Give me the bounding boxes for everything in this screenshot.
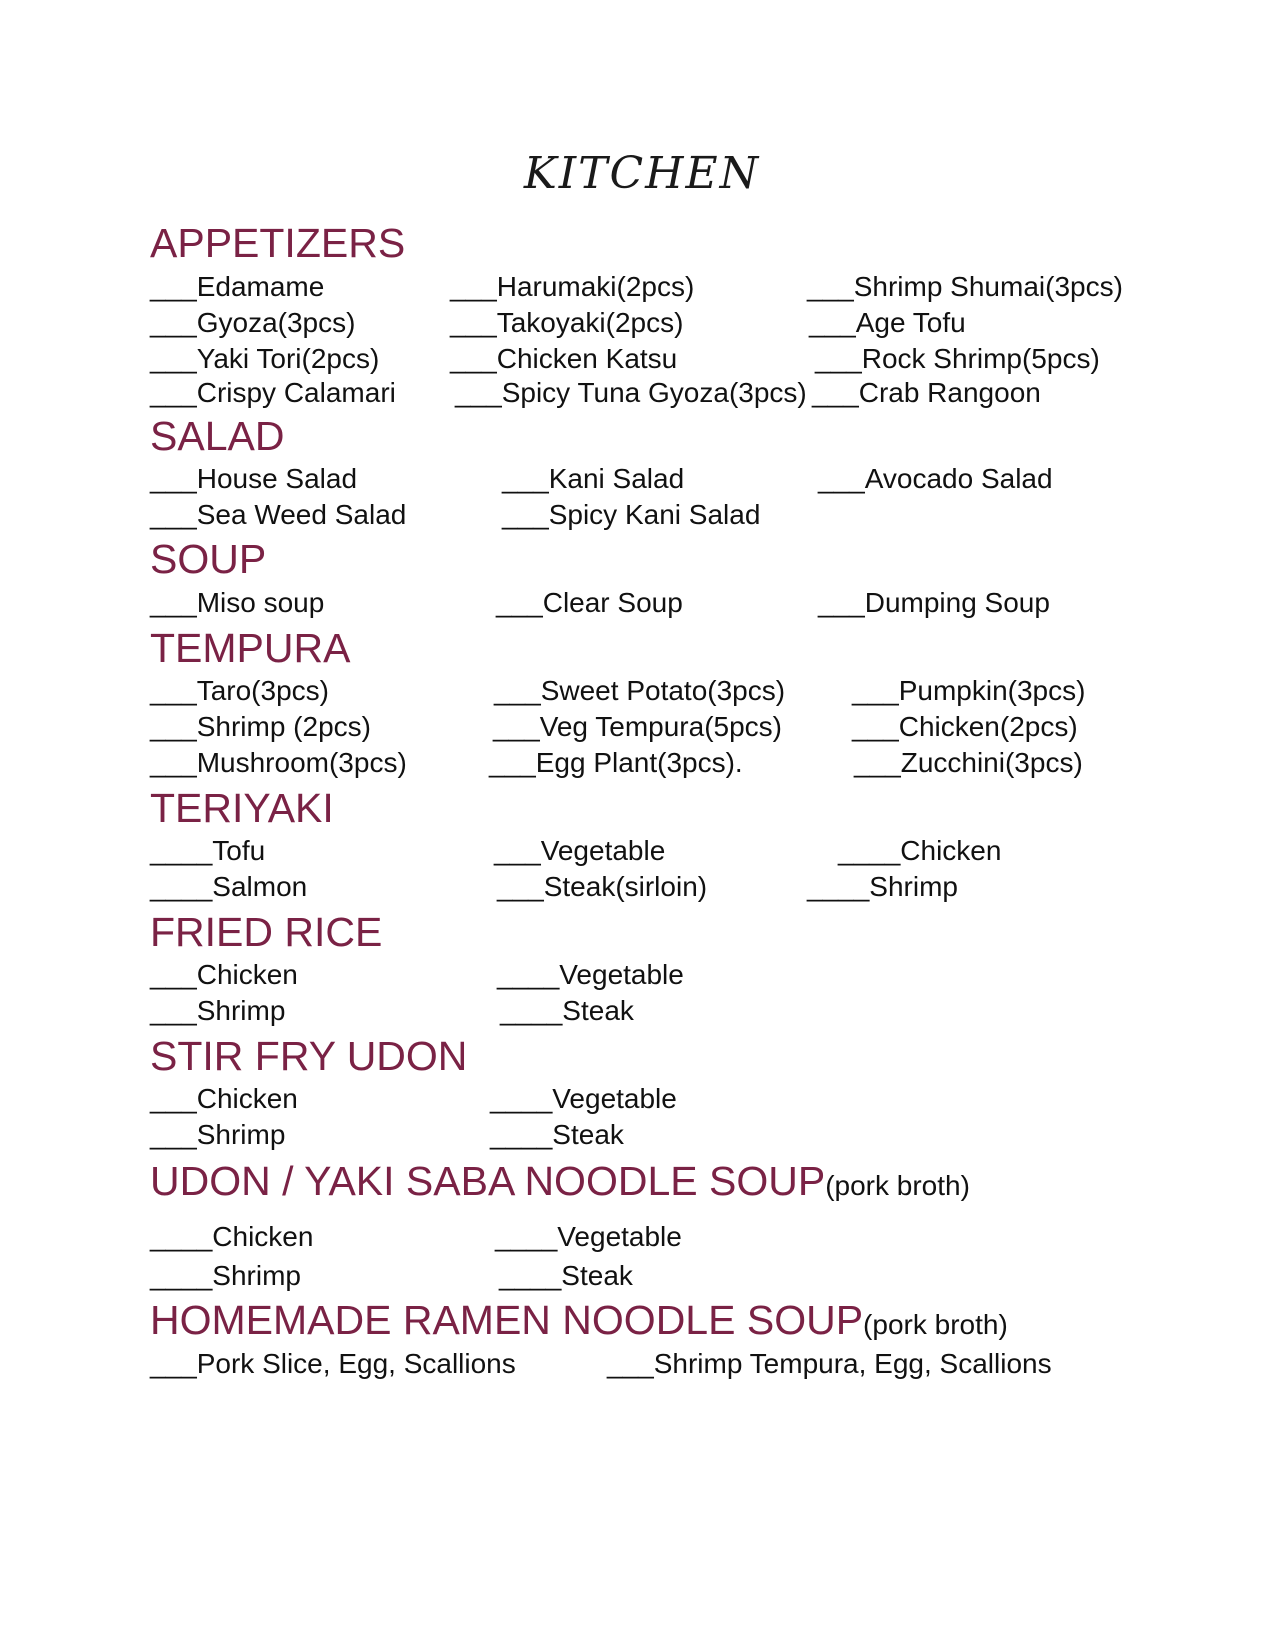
menu-item: ___Pumpkin(3pcs) [852,675,1086,706]
broth-note: (pork broth) [863,1309,1008,1340]
menu-item: ___Shrimp Tempura, Egg, Scallions [607,1348,1052,1379]
menu-item: ___Edamame [150,271,325,302]
section-heading-teriyaki: TERIYAKI [150,785,334,831]
section-heading-appetizers: APPETIZERS [150,220,406,266]
menu-item: ____Chicken [838,835,1002,866]
menu-item: ___Clear Soup [496,587,683,618]
section-heading-fried-rice: FRIED RICE [150,909,383,955]
menu-item: ____Chicken [150,1221,314,1252]
section-heading-text: HOMEMADE RAMEN NOODLE SOUP [150,1297,864,1343]
menu-item: ____Steak [500,995,634,1026]
menu-item: ___Spicy Kani Salad [502,499,761,530]
menu-item: ___Shrimp (2pcs) [150,711,371,742]
menu-item: ___Age Tofu [809,307,966,338]
section-heading-stir-fry-udon: STIR FRY UDON [150,1033,468,1079]
menu-item: ____Salmon [150,871,308,902]
menu-item: ___Rock Shrimp(5pcs) [815,343,1100,374]
section-heading-tempura: TEMPURA [150,625,351,671]
menu-item: ___Shrimp Shumai(3pcs) [807,271,1123,302]
menu-item: ___Gyoza(3pcs) [150,307,356,338]
menu-item: ___Chicken [150,959,298,990]
menu-item: ___Mushroom(3pcs) [150,747,407,778]
menu-item: ___Egg Plant(3pcs). [489,747,743,778]
broth-note: (pork broth) [825,1170,970,1201]
page-title: KITCHEN [523,148,761,199]
menu-item: ___House Salad [150,463,358,494]
menu-item: ___Avocado Salad [818,463,1053,494]
section-heading-soup: SOUP [150,536,267,582]
menu-item: ___Pork Slice, Egg, Scallions [150,1348,516,1379]
menu-item: ___Zucchini(3pcs) [854,747,1083,778]
menu-item: ___Chicken(2pcs) [852,711,1078,742]
menu-item: ____Tofu [150,835,266,866]
menu-item: ___Yaki Tori(2pcs) [150,343,380,374]
menu-item: ___Spicy Tuna Gyoza(3pcs) [455,377,807,408]
section-heading-ramen [150,1296,1008,1349]
menu-item: ___Harumaki(2pcs) [450,271,695,302]
menu-item: ___Takoyaki(2pcs) [450,307,684,338]
menu-item: ___Chicken Katsu [450,343,678,374]
menu-item: ____Vegetable [495,1221,682,1252]
section-heading-salad: SALAD [150,413,285,459]
menu-item: ____Shrimp [807,871,958,902]
menu-item: ___Crispy Calamari [150,377,396,408]
menu-item: ___Shrimp [150,1119,286,1150]
section-heading-udon-soup [150,1157,970,1210]
menu-item: ___Veg Tempura(5pcs) [493,711,782,742]
menu-item: ___Sweet Potato(3pcs) [494,675,786,706]
menu-item: ___Chicken [150,1083,298,1114]
menu-item: ____Steak [490,1119,624,1150]
menu-item: ___Sea Weed Salad [150,499,407,530]
menu-item: ____Vegetable [490,1083,677,1114]
menu-item: ___Crab Rangoon [812,377,1041,408]
menu-item: ____Vegetable [497,959,684,990]
menu-item: ___Miso soup [150,587,325,618]
menu-item: ___Kani Salad [502,463,685,494]
menu-item: ___Vegetable [494,835,666,866]
menu-item: ___Steak(sirloin) [497,871,708,902]
section-heading-text: UDON / YAKI SABA NOODLE SOUP [150,1158,826,1204]
menu-item: ___Shrimp [150,995,286,1026]
menu-item: ___Dumping Soup [818,587,1050,618]
menu-item: ____Shrimp [150,1260,301,1291]
menu-item: ___Taro(3pcs) [150,675,329,706]
menu-item: ____Steak [499,1260,633,1291]
